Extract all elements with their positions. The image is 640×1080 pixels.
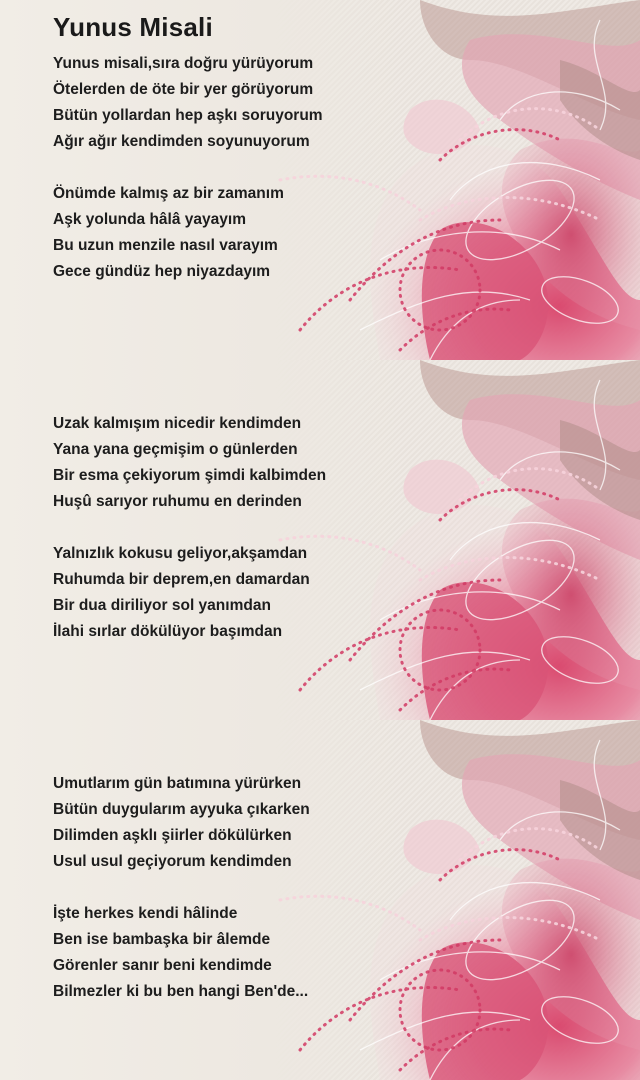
poem-line: Görenler sanır beni kendimde (53, 957, 272, 974)
poem-line: Dilimden aşklı şiirler dökülürken (53, 827, 292, 844)
poem-line: Bilmezler ki bu ben hangi Ben'de... (53, 983, 309, 1000)
poem-panel-2 (0, 360, 640, 720)
poem-panel-1 (0, 0, 640, 360)
poem-line: Aşk yolunda hâlâ yayayım (53, 211, 246, 228)
poem-line: Bu uzun menzile nasıl varayım (53, 237, 278, 254)
poem-panel-3 (0, 720, 640, 1080)
poem-line: Ruhumda bir deprem,en damardan (53, 571, 310, 588)
poem-line: Yunus misali,sıra doğru yürüyorum (53, 55, 314, 72)
poem-line: Usul usul geçiyorum kendimden (53, 853, 292, 870)
poem-title: Yunus Misali (53, 12, 213, 42)
poem-line: Bir esma çekiyorum şimdi kalbimden (53, 467, 327, 484)
poem-line: Bütün duygularım ayyuka çıkarken (53, 801, 310, 818)
poem-line: İlahi sırlar dökülüyor başımdan (53, 623, 283, 640)
stanza-3 (53, 411, 326, 515)
poem-line: Gece gündüz hep niyazdayım (53, 263, 271, 280)
poem-line: Önümde kalmış az bir zamanım (53, 185, 284, 202)
poem-line: Huşû sarıyor ruhumu en derinden (53, 493, 302, 510)
poem-line: Yalnızlık kokusu geliyor,akşamdan (53, 545, 308, 562)
stanza-2 (53, 181, 284, 285)
poem-line: İşte herkes kendi hâlinde (53, 905, 238, 922)
stanza-5 (53, 771, 310, 875)
poem-line: Bir dua diriliyor sol yanımdan (53, 597, 271, 614)
poem-line: Yana yana geçmişim o günlerden (53, 441, 298, 458)
poem-line: Ötelerden de öte bir yer görüyorum (53, 81, 314, 98)
poem-line: Umutlarım gün batımına yürürken (53, 775, 302, 792)
poem-line: Ağır ağır kendimden soyunuyorum (53, 133, 310, 150)
stanza-6 (53, 901, 308, 1005)
stanza-4 (53, 541, 310, 645)
stanza-1 (53, 51, 323, 155)
poem-line: Uzak kalmışım nicedir kendimden (53, 415, 302, 432)
poem-line: Ben ise bambaşka bir âlemde (53, 931, 271, 948)
poem-line: Bütün yollardan hep aşkı soruyorum (53, 107, 323, 124)
